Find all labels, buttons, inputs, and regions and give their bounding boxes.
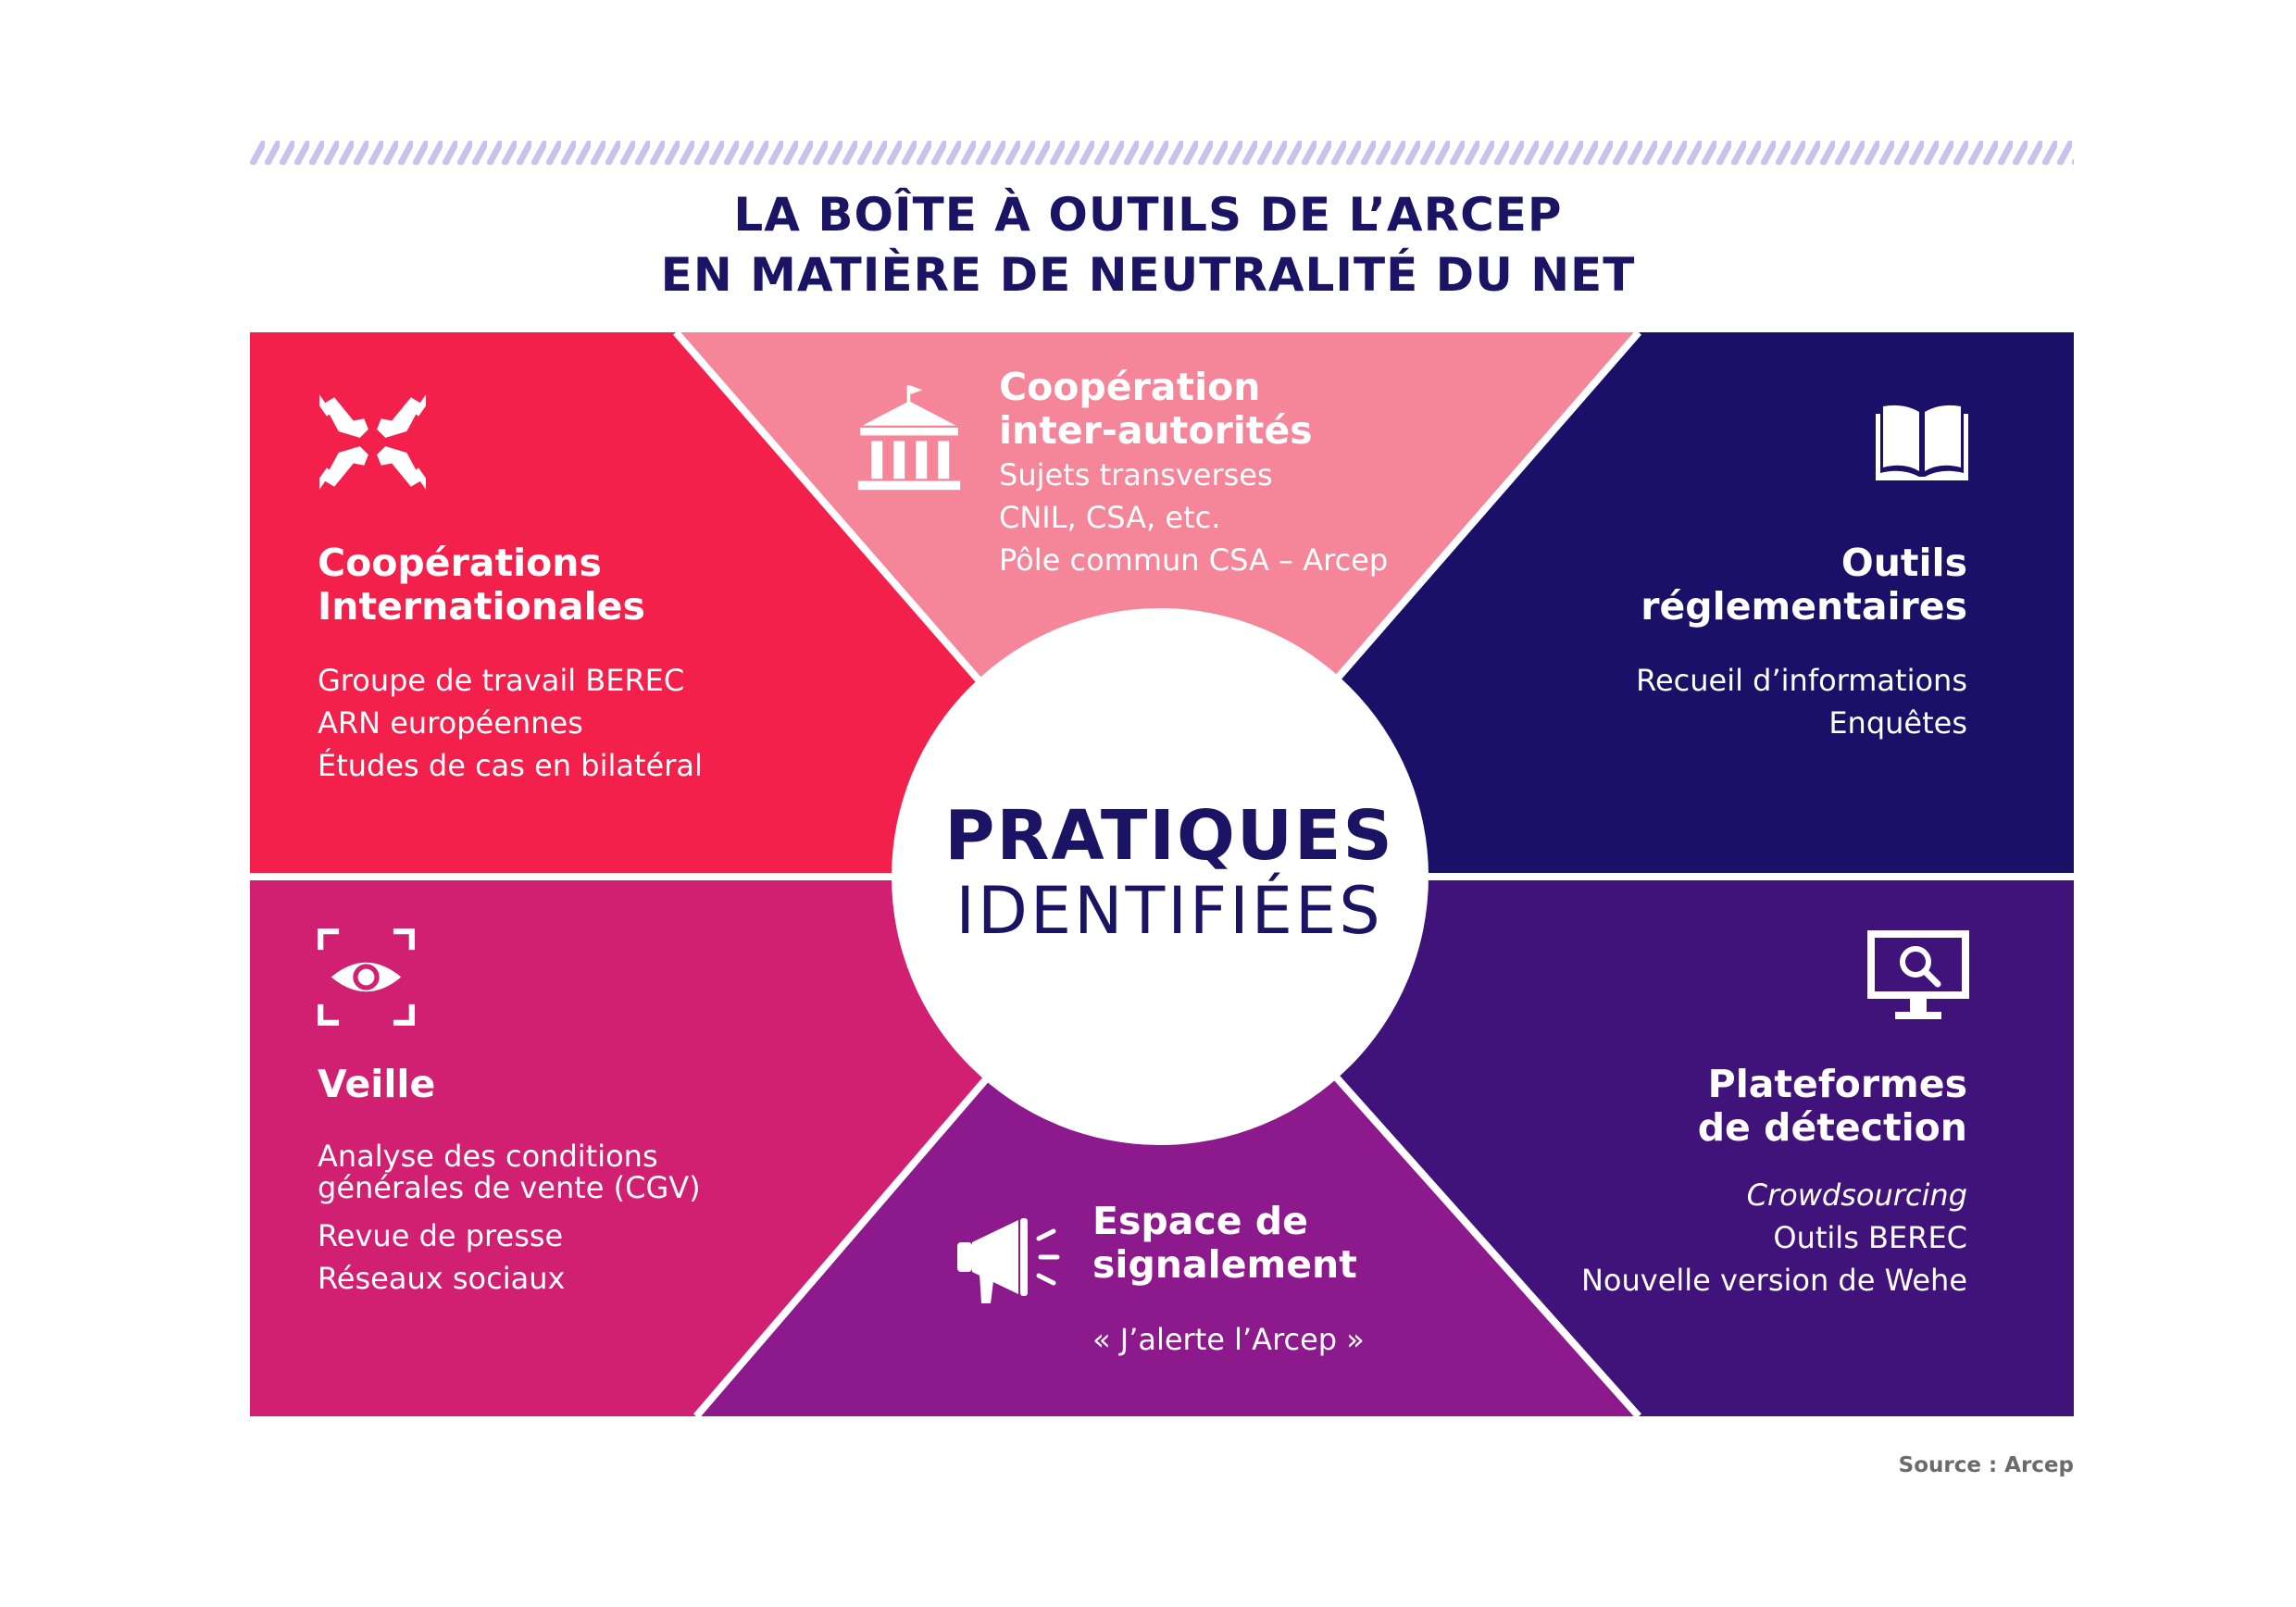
- list-item: « J’alerte l’Arcep »: [1092, 1322, 1365, 1357]
- title-line: de détection: [1697, 1105, 1967, 1150]
- list-item: Groupe de travail BEREC: [318, 663, 685, 698]
- list-item: Réseaux sociaux: [318, 1261, 566, 1296]
- book-icon: [1875, 401, 1969, 484]
- section-title: [1092, 1200, 1357, 1287]
- title-line: inter-autorités: [999, 408, 1313, 453]
- title-line: Coopération: [999, 365, 1261, 409]
- section-title: [318, 542, 645, 629]
- title-line: Espace de: [1092, 1199, 1308, 1243]
- list-item: [318, 1140, 701, 1215]
- title-line: Coopérations: [318, 541, 602, 585]
- list-item: Enquêtes: [1828, 705, 1967, 741]
- item-list: [999, 454, 1388, 581]
- list-item: Nouvelle version de Wehe: [1580, 1263, 1967, 1298]
- list-item: Études de cas en bilatéral: [318, 748, 703, 783]
- item-list: [1518, 659, 1967, 744]
- source-caption: Source : Arcep: [1898, 1453, 2074, 1477]
- section-title: Veille: [318, 1062, 436, 1106]
- list-item: CNIL, CSA, etc.: [999, 500, 1221, 535]
- item-list: [1518, 1174, 1967, 1302]
- item-list: [1092, 1318, 1365, 1361]
- monitor-search-icon: [1867, 930, 1969, 1025]
- list-item: ARN européennes: [318, 705, 583, 741]
- title-line: signalement: [1092, 1242, 1357, 1287]
- section-title: [1518, 1063, 1967, 1150]
- list-item: Sujets transverses: [999, 457, 1273, 492]
- list-item: Revue de presse: [318, 1218, 564, 1253]
- eye-icon: [318, 928, 415, 1026]
- page-title-line-2: EN MATIÈRE DE NEUTRALITÉ DU NET: [660, 248, 1636, 302]
- list-item: Outils BEREC: [1773, 1220, 1967, 1255]
- item-list: [318, 659, 703, 787]
- list-item: Pôle commun CSA – Arcep: [999, 542, 1389, 578]
- section-title: [1518, 542, 1967, 629]
- title-line: Internationales: [318, 584, 645, 629]
- item-list: [318, 1140, 701, 1300]
- page-title-line-1: LA BOÎTE À OUTILS DE L’ARCEP: [733, 188, 1563, 242]
- title-line: Plateformes: [1707, 1062, 1967, 1106]
- megaphone-icon: [954, 1215, 1065, 1307]
- list-item: Crowdsourcing: [1746, 1177, 1967, 1213]
- section-title: [999, 366, 1313, 453]
- institution-icon: [854, 382, 965, 495]
- center-subtitle: IDENTIFIÉES: [955, 873, 1383, 949]
- hands-icon: [319, 389, 426, 495]
- title-line: réglementaires: [1641, 584, 1967, 629]
- center-title: PRATIQUES: [944, 796, 1394, 876]
- list-item-line: Analyse des conditions: [318, 1139, 658, 1174]
- list-item: Recueil d’informations: [1636, 663, 1967, 698]
- list-item-line: générales de vente (CGV): [318, 1170, 701, 1205]
- title-line: Outils: [1841, 541, 1967, 585]
